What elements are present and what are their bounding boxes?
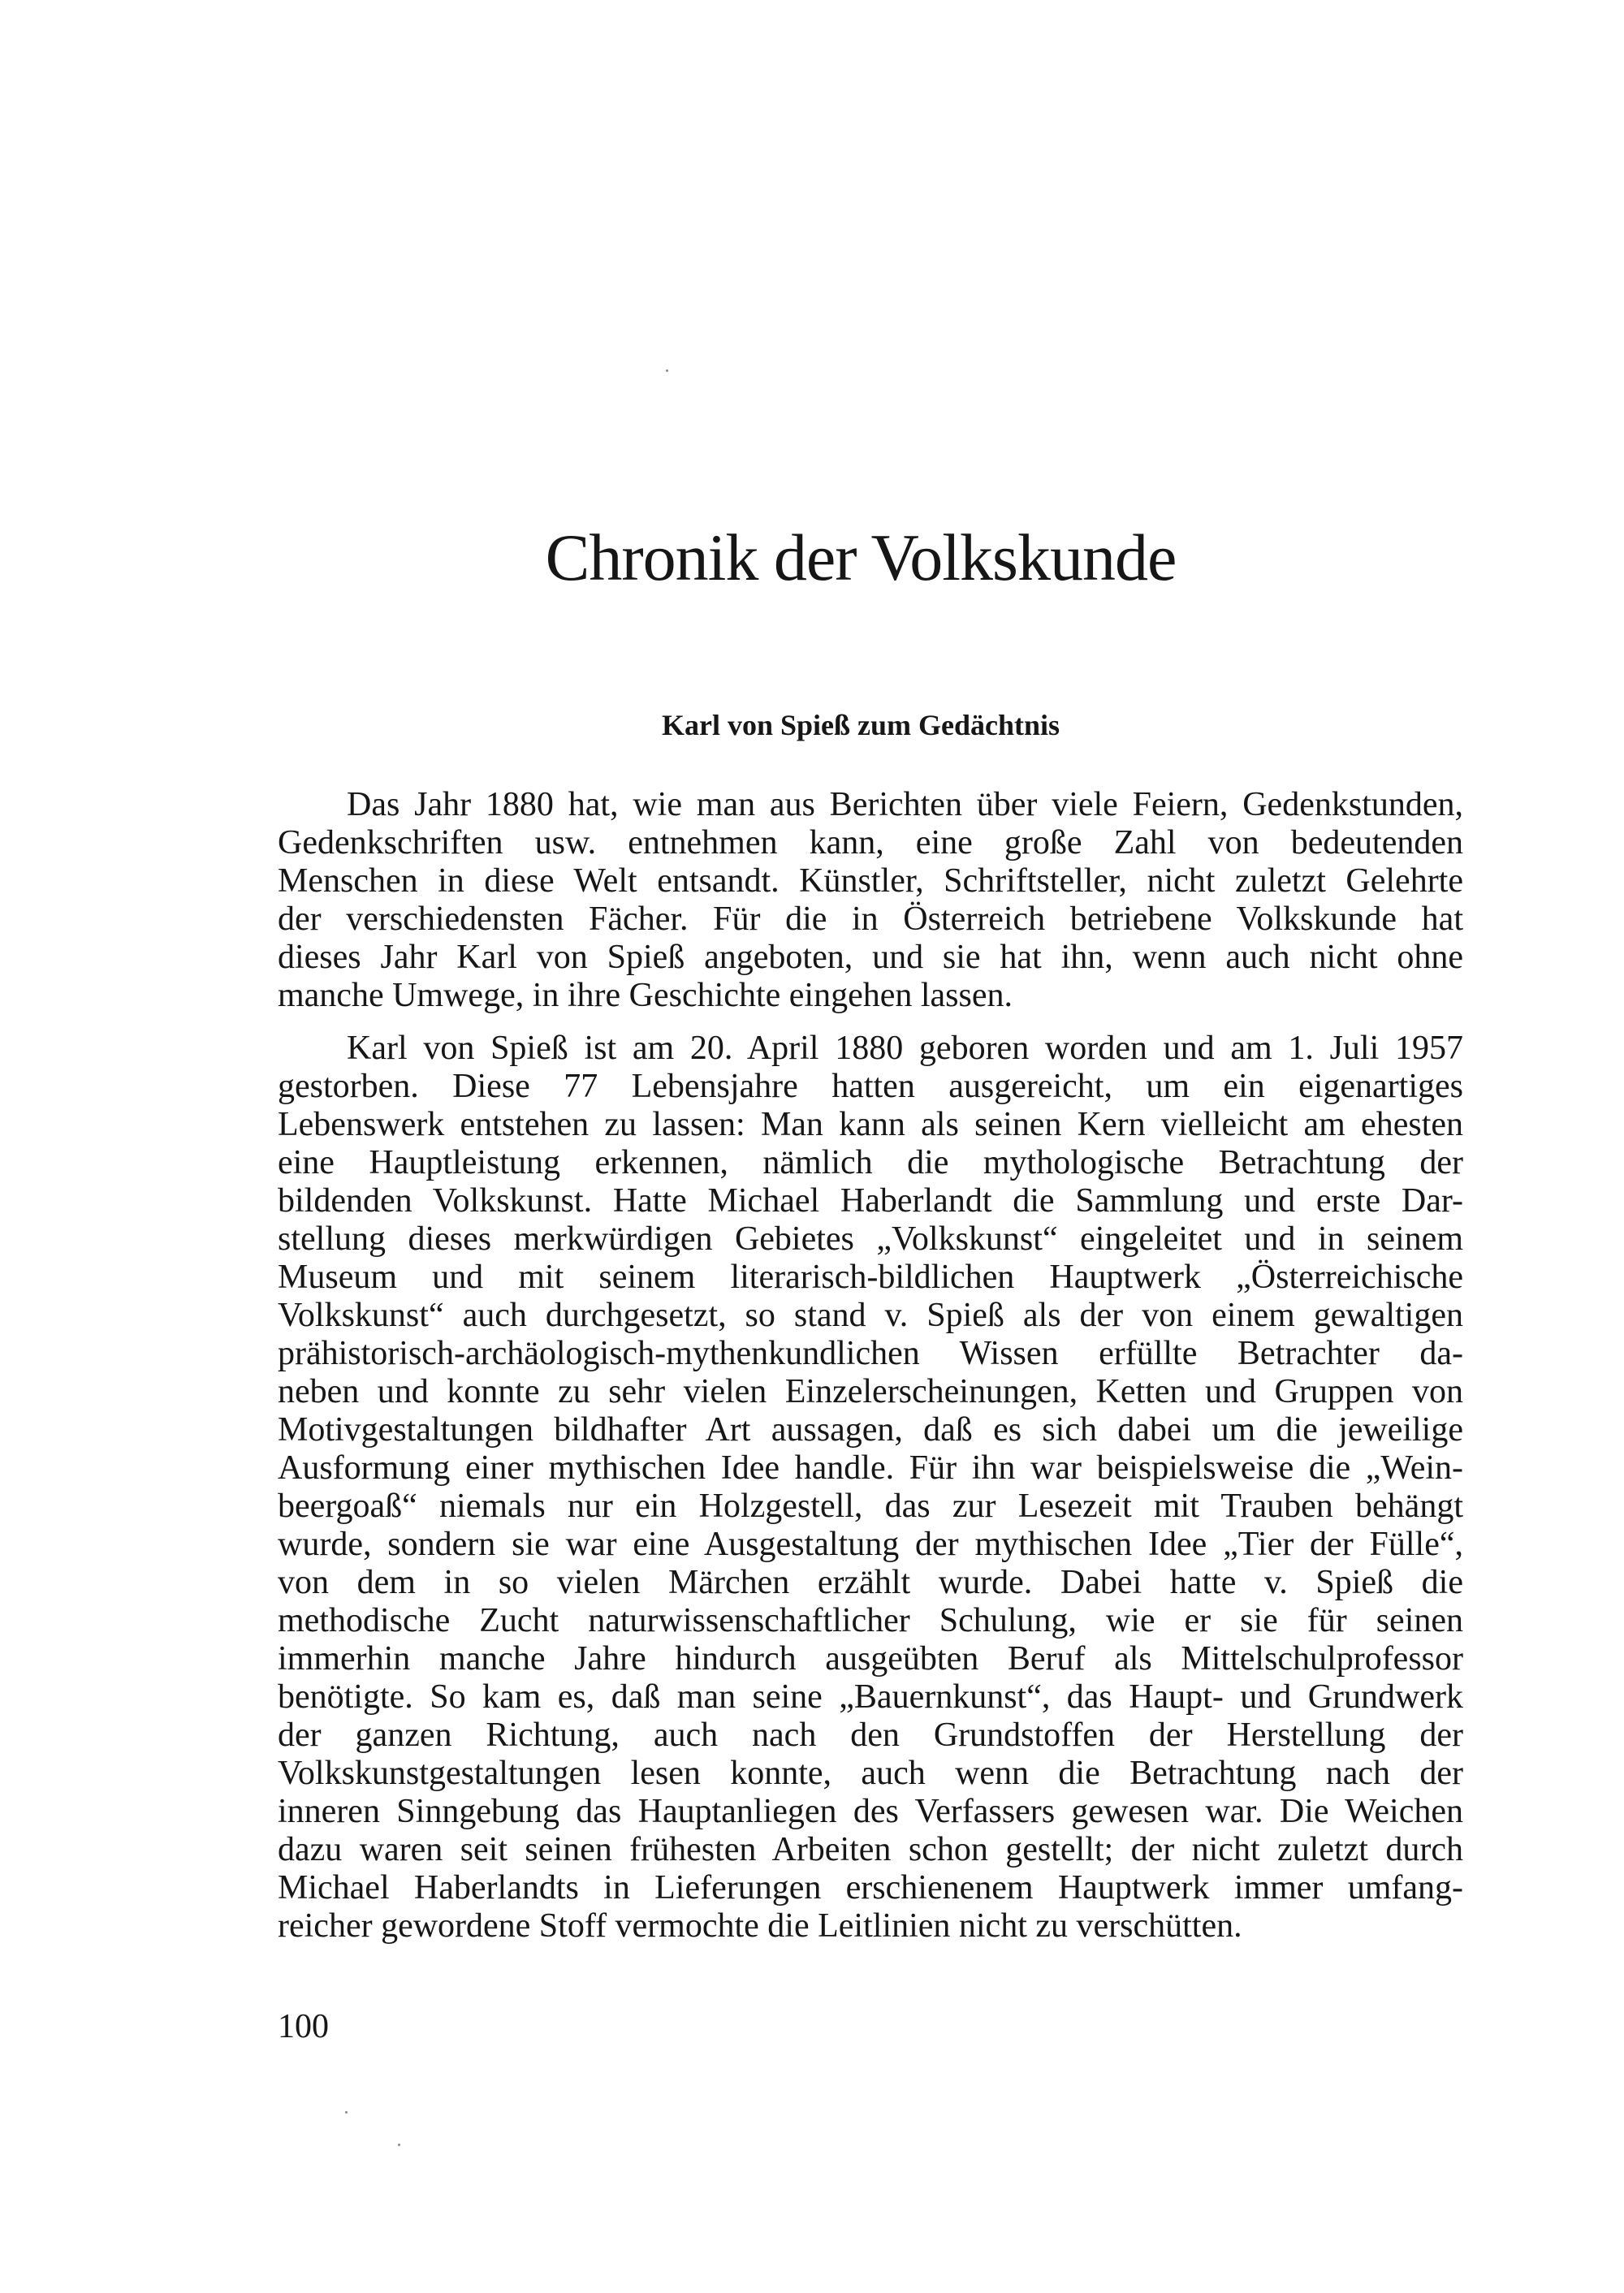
text-line: immerhin manche Jahre hindurch ausgeübten Beruf als Mittelschulprofessor [278,1640,1463,1678]
text-line: der ganzen Richtung, auch nach den Grundstoffen der Herstellung der [278,1717,1463,1754]
text-line: wurde, sondern sie war eine Ausgestaltung der mythischen Idee „Tier der Fülle“, [278,1526,1463,1563]
text-line: Motivgestaltungen bildhafter Art aussagen, daß es sich dabei um die jeweilige [278,1411,1463,1449]
text-line: benötigte. So kam es, daß man seine „Bauernkunst“, das Haupt- und Grundwerk [278,1678,1463,1716]
text-line: manche Umwege, in ihre Geschichte eingehen lassen. [278,977,1013,1014]
text-line: Museum und mit seinem literarisch-bildlichen Hauptwerk „Österreichische [278,1259,1463,1296]
text-line: dieses Jahr Karl von Spieß angeboten, und sie hat ihn, wenn auch nicht ohne [278,939,1463,976]
text-line: beergoaß“ niemals nur ein Holzgestell, das zur Lesezeit mit Trauben behängt [278,1488,1463,1525]
text-line: der verschiedensten Fächer. Für die in Österreich betriebene Volkskunde hat [278,900,1463,938]
text-line: Volkskunst“ auch durchgesetzt, so stand v. Spieß als der von einem gewaltigen [278,1297,1463,1334]
text-line: Karl von Spieß ist am 20. April 1880 geboren worden und am 1. Juli 1957 [347,1030,1463,1067]
text-line: bildenden Volkskunst. Hatte Michael Haberlandt die Sammlung und erste Dar- [278,1182,1463,1220]
page-number: 100 [278,2008,329,2045]
paragraph-2 [278,1030,1463,1945]
scan-speck [398,2144,400,2146]
text-line: methodische Zucht naturwissenschaftlicher Schulung, wie er sie für seinen [278,1602,1463,1639]
text-line: inneren Sinngebung das Hauptanliegen des Verfassers gewesen war. Die Weichen [278,1793,1463,1830]
text-line: gestorben. Diese 77 Lebensjahre hatten ausgereicht, um ein eigenartiges [278,1068,1463,1105]
text-line: Das Jahr 1880 hat, wie man aus Berichten über viele Feiern, Gedenkstunden, [347,786,1463,823]
text-line: Volkskunstgestaltungen lesen konnte, auch wenn die Betrachtung nach der [278,1755,1463,1792]
text-line: von dem in so vielen Märchen erzählt wurde. Dabei hatte v. Spieß die [278,1564,1463,1601]
text-line: Menschen in diese Welt entsandt. Künstler, Schriftsteller, nicht zuletzt Gelehrte [278,862,1463,900]
scan-speck [666,369,668,372]
text-line: Gedenkschriften usw. entnehmen kann, eine große Zahl von bedeutenden [278,824,1463,861]
article-heading: Karl von Spieß zum Gedächtnis [661,709,1060,741]
text-line: eine Hauptleistung erkennen, nämlich die mythologische Betrachtung der [278,1144,1463,1181]
scan-speck [345,2111,348,2114]
text-line: Ausformung einer mythischen Idee handle. Für ihn war beispielsweise die „Wein- [278,1449,1463,1487]
text-line: reicher gewordene Stoff vermochte die Leitlinien nicht zu verschütten. [278,1907,1242,1945]
text-line: Michael Haberlandts in Lieferungen erschienenem Hauptwerk immer umfang- [278,1869,1463,1907]
paragraph-1 [278,786,1463,1015]
text-line: dazu waren seit seinen frühesten Arbeiten schon gestellt; der nicht zuletzt durch [278,1831,1463,1868]
text-line: Lebenswerk entstehen zu lassen: Man kann als seinen Kern vielleicht am ehesten [278,1106,1463,1143]
text-line: neben und konnte zu sehr vielen Einzelerscheinungen, Ketten und Gruppen von [278,1373,1463,1410]
section-title: Chronik der Volkskunde [545,520,1177,594]
text-line: prähistorisch-archäologisch-mythenkundlichen Wissen erfüllte Betrachter da- [278,1335,1463,1372]
text-line: stellung dieses merkwürdigen Gebietes „Volkskunst“ eingeleitet und in seinem [278,1220,1463,1258]
